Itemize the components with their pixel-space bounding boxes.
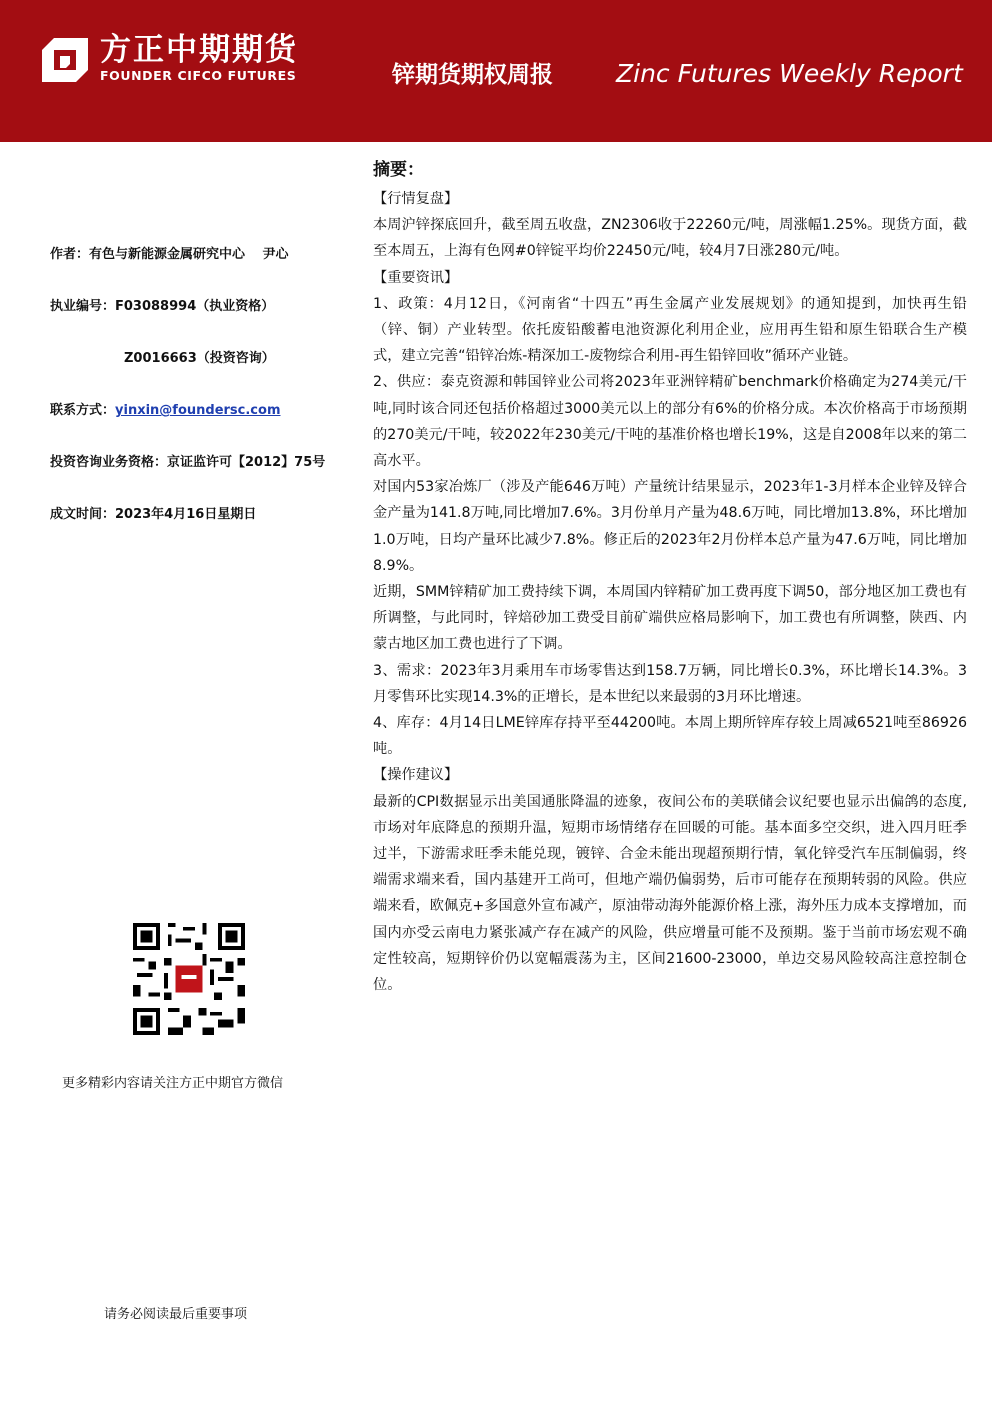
report-title-cn: 锌期货期权周报 — [392, 62, 553, 88]
paragraph: 近期，SMM锌精矿加工费持续下调，本周国内锌精矿加工费再度下调50，部分地区加工费也有所调整，与此同时，锌焙砂加工费受目前矿端供应格局影响下，加工费也有所调整，陕西、内蒙古地区加工费也进行了下调。 — [373, 584, 967, 653]
contact-label: 联系方式： — [50, 403, 116, 418]
paragraph: 3、需求：2023年3月乘用车市场零售达到158.7万辆，同比增长0.3%，环比增长14.3%。3月零售环比实现14.3%的正增长，是本世纪以来最弱的3月环比增速。 — [373, 662, 967, 705]
paragraph: 4、库存：4月14日LME锌库存持平至44200吨。本周上期所锌库存较上周减6521吨至86926吨。 — [373, 715, 967, 758]
contact-email-link[interactable]: yinxin@foundersc.com — [115, 403, 281, 418]
qr-code-icon — [133, 923, 245, 1035]
footer-note: 请务必阅读最后重要事项 — [104, 1307, 248, 1322]
section-heading: 【重要资讯】 — [373, 269, 459, 286]
qualification-line: 投资咨询业务资格：京证监许可【2012】75号 — [50, 455, 326, 470]
paragraph: 2、供应：泰克资源和韩国锌业公司将2023年亚洲锌精矿benchmark价格确定为274美元/干吨,同时该合同还包括价格超过3000美元以上的部分有6%的价格分成。本次价格高于市场预期的270美元/干吨，较2022年230美元/干吨的基准价格也增长19%，这是自2008年以来的第二高水平。 — [373, 374, 967, 470]
section-heading: 【行情复盘】 — [373, 191, 459, 207]
report-header — [0, 0, 992, 142]
summary-title: 摘要： — [373, 160, 424, 180]
paragraph: 本周沪锌探底回升，截至周五收盘，ZN2306收于22260元/吨，周涨幅1.25%。现货方面，截至本周五，上海有色网#0锌锭平均价22450元/吨，较4月7日涨280元/吨。 — [373, 217, 967, 260]
section-key-news — [373, 265, 967, 763]
section-operation-advice — [373, 762, 967, 998]
section-market-review — [373, 186, 967, 265]
company-name-en: FOUNDER CIFCO FUTURES — [100, 68, 297, 83]
founder-logo-icon — [40, 36, 90, 84]
paragraph: 最新的CPI数据显示出美国通胀降温的迹象，夜间公布的美联储会议纪要也显示出偏鸽的态度,市场对年底降息的预期升温，短期市场情绪存在回暖的可能。基本面多空交织，进入四月旺季过半，下游需求旺季未能兑现，镀锌、合金未能出现超预期行情，氧化锌受汽车压制偏弱，终端需求端来看，国内基建开工尚可，但地产端仍偏弱势，后市可能存在预期转弱的风险。供应端来看，欧佩克+多国意外宣布减产，原油带动海外能源价格上涨，海外压力成本支撑增加，而国内亦受云南电力紧张减产存在减产的风险，供应增量可能不及预期。鉴于当前市场宏观不确定性较高，短期锌价仍以宽幅震荡为主，区间21600-23000，单边交易风险较高注意控制仓位。 — [373, 793, 967, 994]
paragraph: 1、政策：4月12日，《河南省“十四五”再生金属产业发展规划》的通知提到，加快再生铅（锌、铜）产业转型。依托废铅酸蓄电池资源化利用企业，应用再生铅和原生铅联合生产模式，建立完善“铅锌冶炼-精深加工-废物综合利用-再生铅锌回收”循环产业链。 — [373, 295, 967, 365]
contact-line — [50, 402, 281, 420]
paragraph: 对国内53家冶炼厂（涉及产能646万吨）产量统计结果显示，2023年1-3月样本企业锌及锌合金产量为141.8万吨,同比增加7.6%。3月份单月产量为48.6万吨，同比增加13.8%，环比增加1.0万吨，日均产量环比减少7.8%。修正后的2023年2月份样本总产量为47.6万吨，同比增加8.9%。 — [373, 479, 967, 574]
license-number-2: Z0016663（投资咨询） — [124, 351, 275, 366]
qr-caption: 更多精彩内容请关注方正中期官方微信 — [62, 1076, 284, 1091]
company-name-cn: 方正中期期货 — [100, 32, 298, 68]
report-title-en: Zinc Futures Weekly Report — [616, 59, 963, 88]
date-line: 成文时间：2023年4月16日星期日 — [50, 507, 257, 522]
section-heading: 【操作建议】 — [373, 767, 459, 784]
license-number: 执业编号：F03088994（执业资格） — [50, 299, 275, 314]
author-line: 作者：有色与新能源金属研究中心 尹心 — [50, 247, 289, 262]
summary-section — [373, 156, 967, 998]
